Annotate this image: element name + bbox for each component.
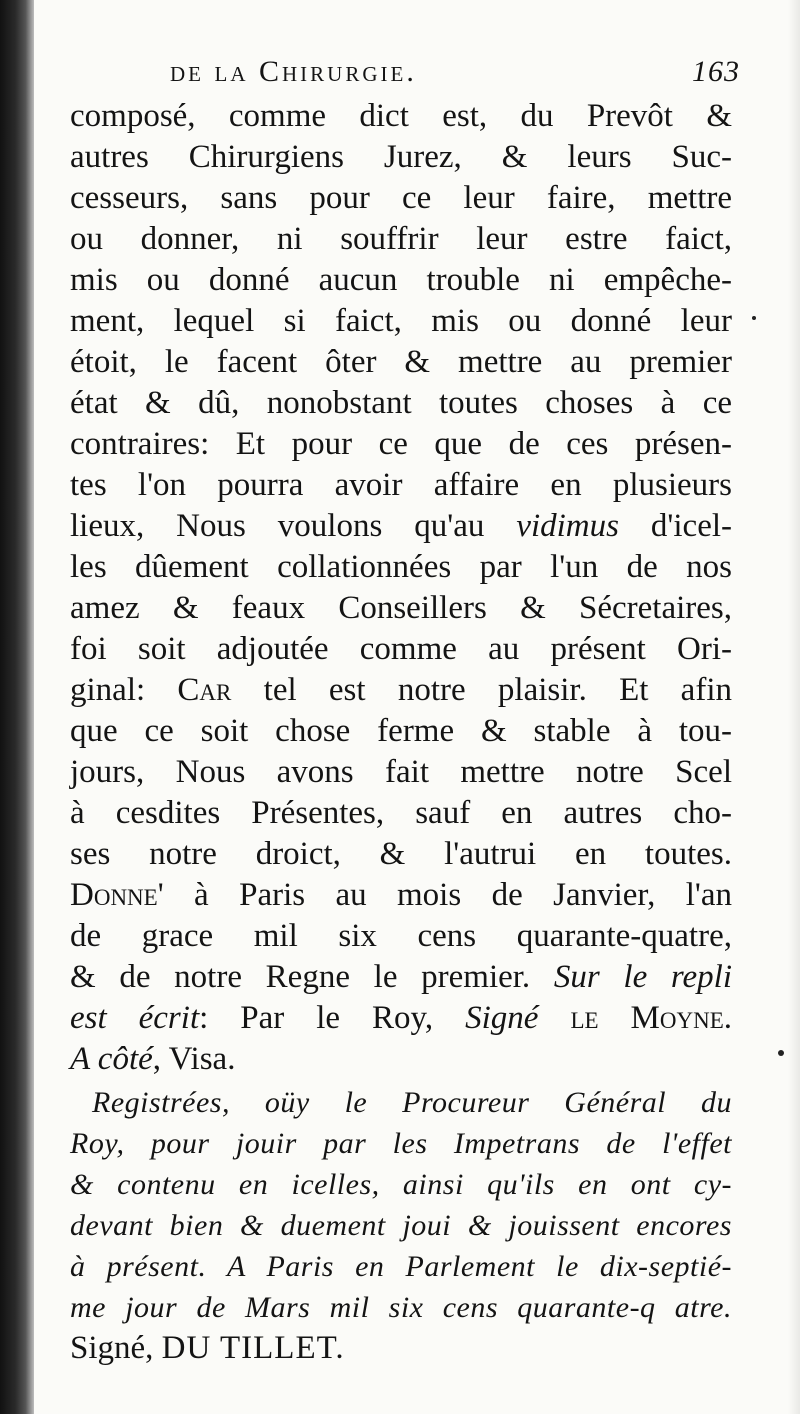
text-segment: , Visa.: [152, 1041, 236, 1077]
text-segment: : Par le Roy,: [199, 1000, 466, 1036]
text-line: composé, comme dict est, du Prevôt &: [70, 98, 732, 134]
text-line-visa: [70, 1039, 732, 1080]
text-segment: d'icel-: [618, 508, 732, 544]
text-segment: & de notre Regne le premier.: [70, 959, 554, 995]
text-segment: à Paris au mois de Janvier, l'an: [163, 877, 732, 913]
text-line: étoit, le facent ôter & mettre au premier: [70, 344, 732, 380]
text-line: état & dû, nonobstant toutes choses à ce: [70, 385, 732, 421]
registration-line: à présent. A Paris en Parlement le dix-septié-: [70, 1250, 732, 1283]
text-line: de grace mil six cens quarante-quatre,: [70, 918, 732, 954]
text-line: jours, Nous avons fait mettre notre Scel: [70, 754, 732, 790]
text-line-vidimus: [70, 506, 732, 547]
page-edge-shadow: [788, 0, 800, 1414]
text-line-ecrit: [70, 998, 732, 1039]
registration-note: [70, 1082, 732, 1328]
text-line: contraires: Et pour ce que de ces présen-: [70, 426, 732, 462]
smallcaps-word-car: Car: [177, 672, 232, 708]
italic-phrase-repli: Sur le repli: [553, 959, 732, 995]
registration-line: Registrées, oüy le Procureur Général du: [92, 1086, 732, 1119]
text-line-car: [70, 670, 732, 711]
text-segment: lieux, Nous voulons qu'au: [70, 508, 517, 544]
page-gutter-shadow: [0, 0, 34, 1414]
italic-phrase-ecrit: est écrit: [70, 1000, 200, 1036]
registration-line: me jour de Mars mil six cens quarante-q atre.: [70, 1291, 732, 1324]
text-line: tes l'on pourra avoir affaire en plusieurs: [70, 467, 732, 503]
text-line-repli: [70, 957, 732, 998]
signature-prefix: Signé,: [70, 1330, 162, 1366]
italic-phrase-acote: A côté: [70, 1041, 153, 1077]
italic-word-signe: Signé: [465, 1000, 539, 1036]
ink-speck: [778, 1050, 784, 1056]
text-line: cesseurs, sans pour ce leur faire, mettre: [70, 180, 732, 216]
text-line: les dûement collationnées par l'un de nos: [70, 549, 732, 585]
text-line: amez & feaux Conseillers & Sécretaires,: [70, 590, 732, 626]
text-line: que ce soit chose ferme & stable à tou-: [70, 713, 732, 749]
registration-line: Roy, pour jouir par les Impetrans de l'effet: [70, 1127, 732, 1160]
body-text: [70, 96, 732, 1369]
registration-line: & contenu en icelles, ainsi qu'ils en ont cy-: [70, 1168, 732, 1201]
text-line: ou donner, ni souffrir leur estre faict,: [70, 221, 732, 257]
smallcaps-name-moyne: le Moyne.: [538, 1000, 732, 1036]
text-line: mis ou donné aucun trouble ni empêche-: [70, 262, 732, 298]
running-head: [170, 50, 740, 94]
text-line: autres Chirurgiens Jurez, & leurs Suc-: [70, 139, 732, 175]
text-line-donne: [70, 875, 732, 916]
ink-speck: [752, 316, 756, 320]
italic-word-vidimus: vidimus: [516, 508, 619, 544]
text-line: ses notre droict, & l'autrui en toutes.: [70, 836, 732, 872]
signature-line: [70, 1328, 732, 1369]
page-number: 163: [692, 55, 740, 88]
signatory-name: DU TILLET.: [161, 1330, 345, 1366]
text-segment: tel est notre plaisir. Et afin: [231, 672, 732, 708]
text-line: foi soit adjoutée comme au présent Ori-: [70, 631, 732, 667]
running-title: de la Chirurgie.: [170, 55, 417, 88]
registration-line: devant bien & duement joui & jouissent encores: [70, 1209, 732, 1242]
text-line: à cesdites Présentes, sauf en autres cho-: [70, 795, 732, 831]
smallcaps-word-donne: Donne': [70, 877, 164, 913]
text-line: ment, lequel si faict, mis ou donné leur: [70, 303, 732, 339]
text-segment: ginal:: [70, 672, 178, 708]
